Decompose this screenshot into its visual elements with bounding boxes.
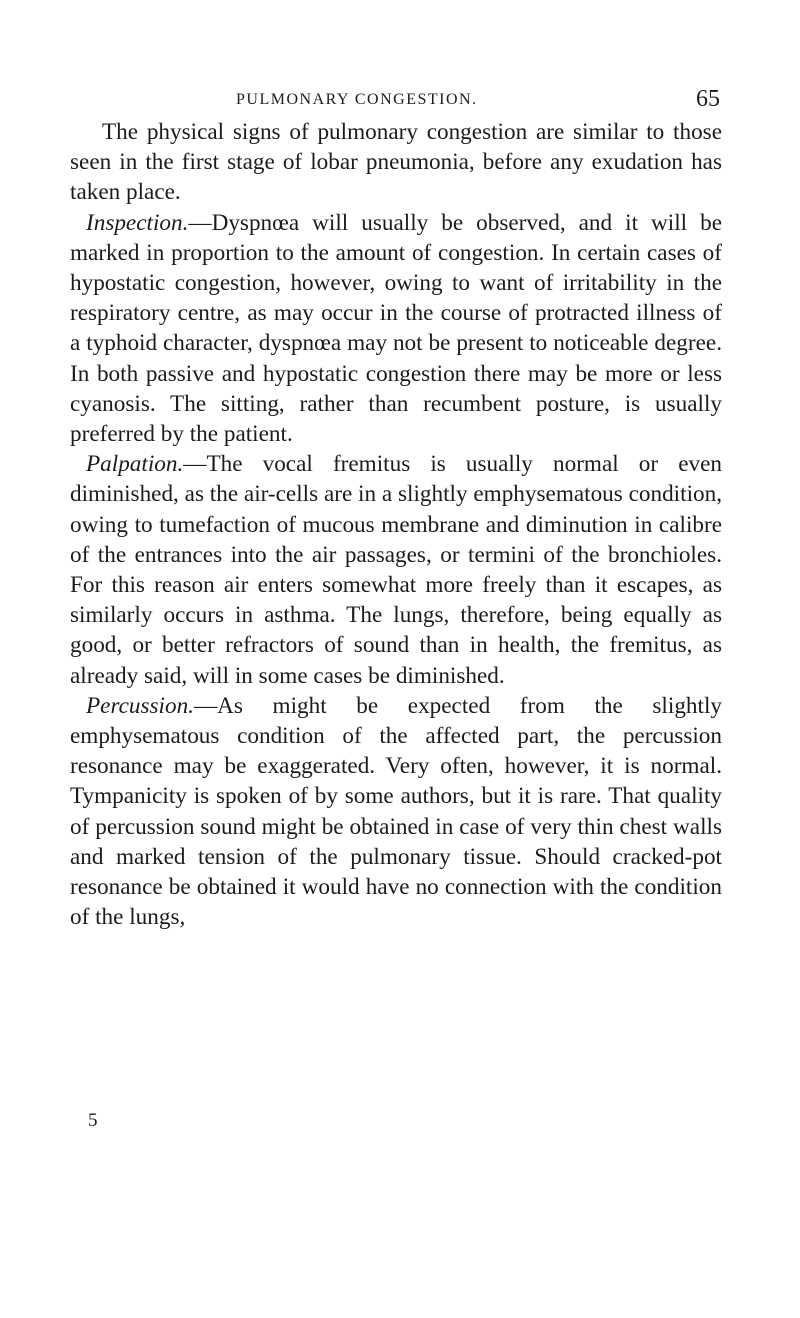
- page-header: [236, 86, 720, 116]
- section-heading-inspection: Inspection.: [86, 209, 189, 236]
- paragraph-text: —The vocal fremitus is usually normal or even diminished, as the air-cells are in a slightly emphysematous condition, owing to tumefaction of mucous membrane and diminution in calibre of the entrances into the air passages, or termini of the bronchioles. For this reason air enters somewhat more freely than it escapes, as similarly occurs in asthma. The lungs, therefore, being equally as good, or better refractors of sound than in health, the fremitus, as already said, will in some cases be diminished.: [70, 451, 722, 689]
- paragraph-percussion: [70, 691, 722, 933]
- paragraph-inspection: [70, 208, 722, 450]
- paragraph-text: —As might be expected from the slightly emphysematous condition of the affected part, the percussion resonance may be exaggerated. Very often, however, it is normal. Tympanicity is spoken of by some authors, but it is rare. That quality of percussion sound might be obtained in case of very thin chest walls and marked tension of the pulmonary tissue. Should cracked-pot resonance be obtained it would have no connection with the condition of the lungs,: [70, 692, 722, 931]
- signature-mark: 5: [88, 1110, 98, 1131]
- running-title: PULMONARY CONGESTION.: [236, 91, 478, 108]
- section-heading-percussion: Percussion.: [86, 692, 194, 719]
- paragraph-text: —Dyspnœa will usually be observed, and it will be marked in proportion to the amount of congestion. In certain cases of hypostatic congestion, however, owing to want of irritability in the respiratory centre, as may occur in the course of protracted illness of a typhoid character, dyspnœa may not be present to noticeable degree. In both passive and hypostatic congestion there may be more or less cyanosis. The sitting, rather than recumbent posture, is usually preferred by the patient.: [70, 209, 722, 448]
- page-number: 65: [696, 86, 720, 112]
- paragraph-palpation: [70, 449, 722, 691]
- body-text: [70, 117, 722, 932]
- paragraph-intro: [70, 117, 722, 208]
- section-heading-palpation: Palpation.: [86, 451, 184, 478]
- paragraph-text: The physical signs of pulmonary congestion are similar to those seen in the first stage of lobar pneumonia, before any exudation has taken place.: [70, 119, 722, 206]
